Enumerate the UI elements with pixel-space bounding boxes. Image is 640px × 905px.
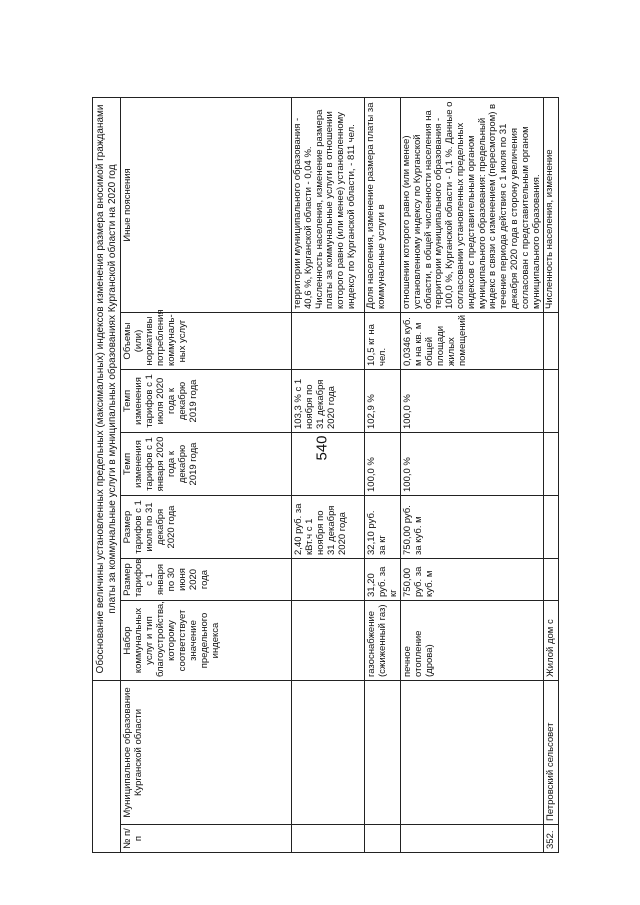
cell-notes: отношении которого равно (или менее) установленному индексу по Курганской области, в общей численности населения на территории муниципального образования - 100,0 %, Курганской области - 0,1 %. Данные о согласовании установленных предельных индексов с представительным органом муниципального образования: предельный индекс в связи с изменением (пересмотром) в течение периода действия с 1 июля по 31 декабря 2020 года в сторону увеличения согласован с представительным органом муниципального образования. (401, 97, 544, 312)
header-row (121, 97, 292, 852)
header-notes: Иные пояснения (121, 97, 292, 312)
table-row (544, 97, 559, 852)
rotated-table-container (92, 98, 575, 853)
cell-tariff-jul: 2,40 руб. за кВт.ч с 1 ноября по 31 декабря 2020 года (292, 496, 365, 559)
cell-rate-jan (544, 433, 559, 496)
cell-tariff-jul: 32,10 руб. за кг (365, 496, 401, 559)
header-volumes: Объемы (или) нормативы потребления коммуналь-ных услуг (121, 313, 292, 370)
cell-services (292, 601, 365, 681)
header-rate-jan: Темп изменения тарифов с 1 января 2020 года к декабрю 2019 года (121, 433, 292, 496)
cell-rate-jul: 103,3 % с 1 ноября по 31 декабря 2020 года (292, 370, 365, 433)
cell-municipality (401, 681, 544, 825)
cell-municipality (292, 681, 365, 825)
table-row (292, 97, 365, 852)
table-caption: Обоснование величины установленных предельных (максимальных) индексов изменения размера вносимой гражданами платы за коммунальные услуги в муниципальных образованиях Курганской области на 2020 год (93, 97, 121, 680)
cell-volumes (544, 313, 559, 370)
cell-volumes: 0,0346 куб. м на кв. м общей площади жилых помещений (401, 313, 544, 370)
page-number: 540 (313, 435, 331, 461)
cell-tariff-jan: 31,20 руб. за кг (365, 559, 401, 601)
cell-municipality (365, 681, 401, 825)
justification-table (92, 97, 559, 853)
cell-num: 352. (544, 825, 559, 853)
cell-num (365, 825, 401, 853)
cell-services: газоснабжение (сжиженный газ) (365, 601, 401, 681)
cell-tariff-jan: 750,00 руб. за куб. м (401, 559, 544, 601)
cell-volumes: 10,5 кг на чел. (365, 313, 401, 370)
header-rate-jul: Темп изменения тарифов с 1 июля 2020 года к декабрю 2019 года (121, 370, 292, 433)
cell-tariff-jul: 750,00 руб. за куб. м (401, 496, 544, 559)
cell-services: печное отопление (дрова) (401, 601, 544, 681)
cell-rate-jan: 100,0 % (365, 433, 401, 496)
cell-rate-jan (292, 433, 365, 496)
cell-tariff-jul (544, 496, 559, 559)
cell-municipality: Петровский сельсовет (544, 681, 559, 825)
table-row (401, 97, 544, 852)
cell-notes: территории муниципального образования - 40,6 %, Курганской области - 0,04 %. Численность населения, изменение размера платы за коммунальные услуги в отношении которого равно (или менее) установленному индексу по Курганской области, - 811 чел. (292, 97, 365, 312)
cell-rate-jul: 102,9 % (365, 370, 401, 433)
cell-num (292, 825, 365, 853)
cell-services: Жилой дом с (544, 601, 559, 681)
caption-spacer (93, 681, 121, 853)
cell-rate-jan: 100,0 % (401, 433, 544, 496)
caption-row (93, 97, 121, 852)
header-municipality: Муниципальное образование Курганской области (121, 681, 292, 825)
cell-num (401, 825, 544, 853)
header-tariff-jul: Размер тарифов с 1 июля по 31 декабря 2020 года (121, 496, 292, 559)
header-num: № п/п (121, 825, 292, 853)
cell-notes: Численность населения, изменение (544, 97, 559, 312)
header-tariff-jan: Размер тарифов с 1 января по 30 июня 2020 года (121, 559, 292, 601)
cell-volumes (292, 313, 365, 370)
header-services: Набор коммунальных услуг и тип благоустройства, которому соответствует значение предельного индекса (121, 601, 292, 681)
table-row (365, 97, 401, 852)
cell-tariff-jan (544, 559, 559, 601)
cell-rate-jul (544, 370, 559, 433)
cell-notes: Доля населения, изменение размера платы за коммунальные услуги в (365, 97, 401, 312)
cell-rate-jul: 100,0 % (401, 370, 544, 433)
cell-tariff-jan (292, 559, 365, 601)
